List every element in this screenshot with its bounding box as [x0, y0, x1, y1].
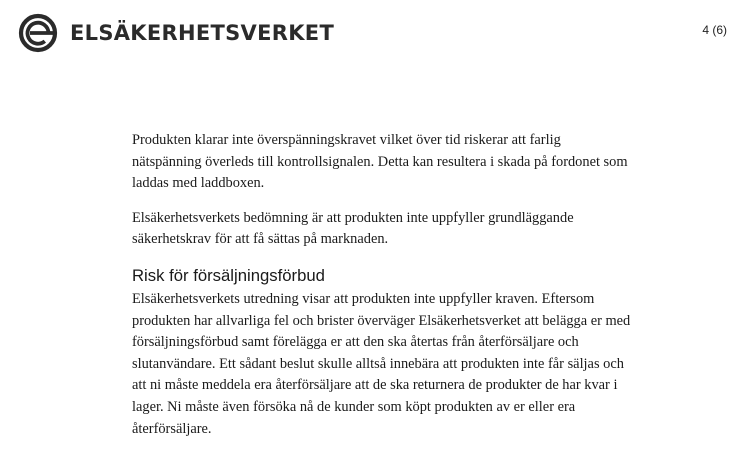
elsakerhetsverket-logo-icon	[18, 13, 58, 53]
logo-text: ELSÄKERHETSVERKET	[70, 21, 335, 45]
document-header	[0, 0, 740, 70]
paragraph-sales-ban: Elsäkerhetsverkets utredning visar att produkten inte uppfyller kraven. Eftersom produkten har allvarliga fel och brister överväger Elsäkerhetsverket att belägga er med försäljningsförbud samt förelägga er att den ska återtas från återförsäljare och slutanvändare. Ett sådant beslut skulle alltså innebära att produkten inte får säljas och att ni måste meddela era återförsäljare att de ska returnera de produkter de har kvar i lager. Ni måste även försöka nå de kunder som köpt produkten av er eller era återförsäljare.	[132, 290, 631, 437]
section-heading: Risk för försäljningsförbud	[132, 265, 325, 285]
logo	[18, 13, 334, 53]
page-number: 4 (6)	[702, 23, 727, 37]
document-body	[132, 130, 632, 440]
paragraph-overvoltage: Produkten klarar inte överspänningskravet vilket över tid riskerar att farlig nätspänning överleds till kontrollsignalen. Detta kan resultera i skada på fordonet som laddas med laddboxen.	[132, 132, 628, 192]
paragraph-assessment: Elsäkerhetsverkets bedömning är att produkten inte uppfyller grundläggande säkerhetskrav för att få sättas på marknaden.	[132, 209, 574, 248]
